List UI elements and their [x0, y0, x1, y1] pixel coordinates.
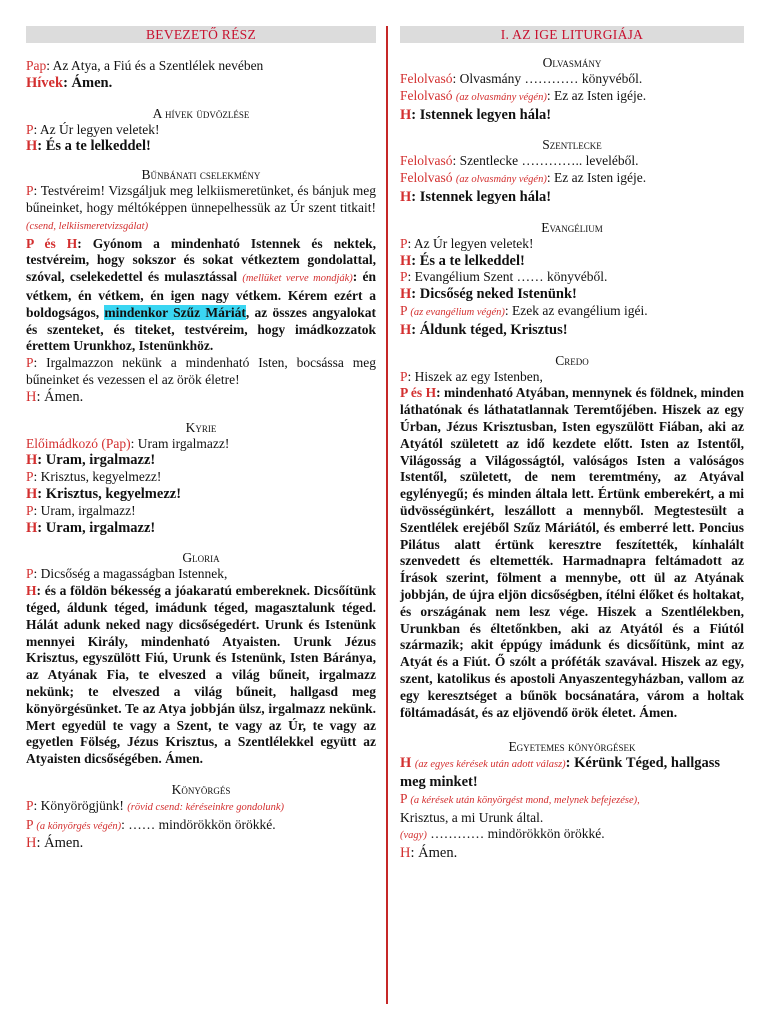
- speaker-tag: P: [26, 816, 34, 832]
- line-text: : Az Úr legyen veletek!: [407, 235, 534, 251]
- rubric-note: (az evangélium végén): [410, 306, 505, 318]
- line-text: : Dicsőség a magasságban Istennek,: [33, 566, 228, 582]
- collect-invitation: [26, 798, 376, 817]
- speaker-tag: P: [400, 790, 408, 806]
- speaker-tag: H: [26, 485, 38, 502]
- line-text: , az összes angyalokat és szenteket, és titeket, testvéreim, hogy imádkozzatok érettem Urunkhoz, Istenünkhöz.: [26, 304, 377, 354]
- speaker-tag: P: [26, 469, 34, 485]
- kyrie-lines: [26, 436, 376, 537]
- speaker-tag: H: [26, 452, 38, 469]
- reading-response: [400, 107, 744, 124]
- intro-block: [26, 58, 376, 92]
- line-text: : Az Úr legyen veletek!: [33, 121, 160, 137]
- rubric-note: (rövid csend: kéréseinkre gondolunk): [127, 801, 285, 813]
- speaker-tag: H: [26, 388, 37, 405]
- speaker-tag: H: [400, 286, 412, 303]
- line-text: : Kérünk Téged, hallgass meg minket!: [400, 755, 721, 791]
- epistle-ending: [400, 170, 744, 189]
- dialogue-line: [26, 520, 376, 537]
- line-text: : Krisztus, kegyelmezz!: [37, 485, 182, 502]
- speaker-tag: H: [400, 321, 412, 338]
- line-text: : Az Atya, a Fiú és a Szentlélek nevében: [46, 58, 264, 73]
- line-text: : Irgalmazzon nekünk a mindenható Isten, bocsássa meg bűneinket és vezessen el az örök életre!: [26, 355, 376, 387]
- greeting-priest-line: [26, 122, 376, 139]
- line-text: : Istennek legyen hála!: [411, 106, 552, 123]
- line-text: ………… mindörökkön örökké.: [426, 826, 605, 842]
- section-title: Egyetemes könyörgések: [508, 739, 636, 755]
- speaker-tag: H: [400, 755, 412, 772]
- epistle-announce: [400, 153, 744, 170]
- rubric-note: (a kérések után könyörgést mond, melynek befejezése),: [410, 794, 640, 806]
- rubric-note: (az olvasmány végén): [455, 91, 547, 103]
- section-title: Gloria: [182, 550, 220, 566]
- speaker-tag: H: [26, 138, 38, 155]
- rubric-note: (az olvasmány végén): [455, 174, 547, 186]
- speaker-tag: P: [26, 797, 34, 813]
- speaker-tag: Felolvasó: [400, 170, 453, 186]
- line-text: : Ámen.: [63, 74, 113, 91]
- line-text: : Áldunk téged, Krisztus!: [411, 321, 568, 338]
- line-text: : Uram, irgalmazz!: [33, 502, 136, 518]
- line-text: : és a földön békesség a jóakaratú embereknek. Dicsőítünk téged, áldunk téged, imádunk téged, magasztalunk téged. Hálát adunk neked nagy dicsőségedért. Urunk és Istenünk mennyei Király, mindenható Atyaisten. Urunk Jézus Krisztus, egyszülött Fiú, Urunk és Istenünk, Isten Báránya, az Atyának Fia, te elveszed a világ bűneit, irgalmazz nekünk; te elveszed a világ bűneit, hallgasd meg könyörgésünket. Te az Atya jobbján ülsz, irgalmazz nekünk. Mert egyedül te vagy a Szent, te vagy az Úr, te vagy az egyetlen Fölség, Jézus Krisztus, a Szentlélekkel együtt az Atyaisten dicsőségében. Ámen.: [26, 583, 376, 767]
- speaker-tag: P és H: [400, 385, 437, 401]
- credo-priest-line: [400, 369, 744, 386]
- gloria-text: [26, 583, 376, 768]
- banner-liturgy-of-the-word: I. AZ IGE LITURGIÁJA: [400, 26, 744, 43]
- line-text: : Ámen.: [36, 388, 84, 405]
- rubric-note: (az egyes kérések után adott válasz): [414, 759, 566, 771]
- speaker-tag: P: [400, 368, 408, 384]
- line-text: : És a te lelkeddel!: [411, 252, 525, 269]
- speaker-tag: P: [400, 269, 408, 285]
- line-text: : …… mindörökkön örökké.: [121, 816, 276, 832]
- speaker-tag: Felolvasó: [400, 71, 453, 86]
- speaker-tag: P és H: [26, 235, 78, 251]
- epistle-section: [400, 137, 744, 205]
- line-text: : És a te lelkeddel!: [37, 138, 151, 155]
- speaker-tag: H: [26, 519, 38, 536]
- line-text: : Hiszek az egy Istenben,: [407, 368, 543, 384]
- greeting-faithful-line: [26, 138, 376, 155]
- left-column: [26, 26, 376, 852]
- collect-ending: [26, 817, 376, 836]
- line-text: : Uram, irgalmazz!: [37, 519, 156, 536]
- reading-announce: [400, 71, 744, 88]
- gospel-lines: [400, 236, 744, 339]
- line-text: : Istennek legyen hála!: [411, 188, 552, 205]
- line-text: : én vétkem, én vétkem, én igen nagy vétkem. Kérem ezért a boldogságos,: [26, 269, 377, 320]
- rubric-note: (csend, lelkiismeretvizsgálat): [26, 220, 149, 232]
- line-text: : Ámen.: [410, 845, 458, 862]
- speaker-tag: H: [400, 106, 412, 123]
- line-text: : Ez az Isten igéje.: [546, 87, 647, 103]
- dialogue-line: [400, 236, 744, 253]
- section-title: Evangélium: [541, 219, 603, 235]
- penitential-amen: [26, 389, 376, 406]
- line-text: : Testvéreim! Vizsgáljuk meg lelkiismeretünket, és bánjuk meg bűneinket, hogy méltóképpen ünnepelhessük az Úr szent titkait!: [26, 183, 376, 215]
- greeting-section: [26, 106, 376, 156]
- speaker-tag: P: [26, 502, 34, 518]
- reading-ending: [400, 88, 744, 107]
- speaker-tag: H: [26, 835, 37, 852]
- intro-faithful-line: [26, 75, 376, 92]
- dialogue-line: [400, 253, 744, 270]
- speaker-tag: P: [26, 183, 34, 199]
- line-text: : Krisztus, kegyelmezz!: [33, 469, 162, 485]
- prayers-alternative: [400, 826, 744, 845]
- line-text: : Gyónom a mindenható Istennek és nektek, testvéreim, hogy sokszor és sokat vétkeztem gondolattal, szóval, cselekedettel és mulasztással: [26, 235, 377, 285]
- line-text: : mindenható Atyában, mennynek és földnek, minden láthatónak és láthatatlannak Teremtőjében. Hiszek az egy Úrban, Jézus Krisztusban, Isten egyszülött Fiában, aki az Atyától született az idő kezdete előtt. Isten az Istentől, Világosság a Világosságtól, valóságos Isten a valóságos Istentől, született, de nem teremtmény, az Atyával egylényegű; és minden általa lett. Értünk emberekért, a mi üdvösségünkért, leszállott a mennyből. Megtestesült a Szentlélek erejéből Szűz Máriától, és emberré lett. Poncius Pilátus alatt értünk keresztre feszítették, kínhalált szenvedett és eltemették. Harmadnapra feltámadott az Írások szerint, fölment a mennybe, ott ül az Atyának jobbján, de újra eljön dicsőségben, ítélni élőket és holtakat, és országának nem lesz vége. Hiszek a Szentlélekben, Urunkban és éltetőnkben, aki az Atyától és a Fiútól származik; akit éppúgy imádunk és dicsőítünk, mint az Atyát és a Fiút. Ő szólt a próféták szavával. Hiszek az egy, szent, katolikus és apostoli Anyaszentegyházban, vallom az egy keresztséget a bűnök bocsánatára, várom a holtak föltámadását, és az eljövendő örök életet. Ámen.: [400, 385, 744, 720]
- credo-section: [400, 353, 744, 722]
- line-text: : Uram, irgalmazz!: [37, 452, 156, 469]
- dialogue-line: [26, 503, 376, 520]
- collect-amen: [26, 835, 376, 852]
- absolution: [26, 355, 376, 389]
- line-text: : Dicsőség neked Istenünk!: [411, 286, 577, 303]
- penitential-invitation: [26, 183, 376, 235]
- speaker-tag: Előimádkozó (Pap): [26, 435, 131, 451]
- section-title: Kyrie: [185, 419, 217, 435]
- line-text: : Ezek az evangélium igéi.: [504, 302, 648, 318]
- speaker-tag: H: [400, 252, 412, 269]
- banner-introductory-rites: BEVEZETŐ RÉSZ: [26, 26, 376, 43]
- dialogue-line: [26, 436, 376, 453]
- dialogue-line: [26, 469, 376, 486]
- gospel-section: [400, 220, 744, 339]
- collect-section: [26, 782, 376, 852]
- confiteor: [26, 236, 376, 356]
- gloria-priest-line: [26, 566, 376, 583]
- dialogue-line: [400, 322, 744, 339]
- line-text: : Evangélium Szent …… könyvéből.: [407, 269, 608, 285]
- speaker-tag: P: [26, 566, 34, 582]
- kyrie-section: [26, 420, 376, 537]
- speaker-tag: Pap: [26, 58, 47, 73]
- speaker-tag: Felolvasó: [400, 153, 453, 169]
- rubric-note: (vagy): [400, 830, 427, 842]
- line-text: : Szentlecke ………….. leveléből.: [452, 153, 639, 169]
- prayers-amen: [400, 845, 744, 862]
- section-title: Bűnbánati cselekmény: [141, 167, 261, 183]
- section-title: Könyörgés: [171, 781, 231, 797]
- line-text: : Ez az Isten igéje.: [546, 170, 647, 186]
- right-column: [400, 26, 744, 862]
- speaker-tag: Felolvasó: [400, 87, 453, 103]
- dialogue-line: [400, 303, 744, 322]
- reading-section: [400, 55, 744, 123]
- dialogue-line: [26, 452, 376, 469]
- prayers-response: [400, 755, 744, 791]
- epistle-response: [400, 189, 744, 206]
- section-title: Szentlecke: [542, 137, 602, 153]
- section-title: Olvasmány: [542, 55, 602, 70]
- speaker-tag: P: [26, 121, 34, 137]
- line-text: : Ámen.: [36, 835, 84, 852]
- penitential-section: [26, 167, 376, 405]
- speaker-tag: H: [400, 845, 411, 862]
- speaker-tag: H: [400, 188, 412, 205]
- gloria-section: [26, 550, 376, 768]
- rubric-note: (a könyörgés végén): [36, 820, 122, 832]
- intro-priest-line: [26, 58, 376, 75]
- rubric-note: (mellüket verve mondják): [242, 273, 353, 285]
- prayers-conclusion-text: Krisztus, a mi Urunk által.: [400, 809, 544, 825]
- speaker-tag: P: [26, 355, 34, 371]
- speaker-tag: P: [400, 302, 408, 318]
- line-text: : Olvasmány ………… könyvéből.: [452, 71, 643, 86]
- line-text: : Könyörögjünk!: [33, 797, 124, 813]
- speaker-tag: Hívek: [26, 74, 64, 91]
- highlighted-text: mindenkor Szűz Máriát: [104, 304, 246, 320]
- dialogue-line: [400, 286, 744, 303]
- section-title: A hívek üdvözlése: [152, 105, 250, 121]
- dialogue-line: [400, 269, 744, 286]
- speaker-tag: P: [400, 235, 408, 251]
- section-title: Credo: [555, 352, 589, 368]
- dialogue-line: [26, 486, 376, 503]
- credo-text: [400, 385, 744, 721]
- prayers-section: [400, 739, 744, 862]
- prayers-conclusion: [400, 791, 744, 810]
- column-divider: [386, 26, 388, 1004]
- speaker-tag: H: [26, 583, 37, 599]
- line-text: : Uram irgalmazz!: [130, 435, 230, 451]
